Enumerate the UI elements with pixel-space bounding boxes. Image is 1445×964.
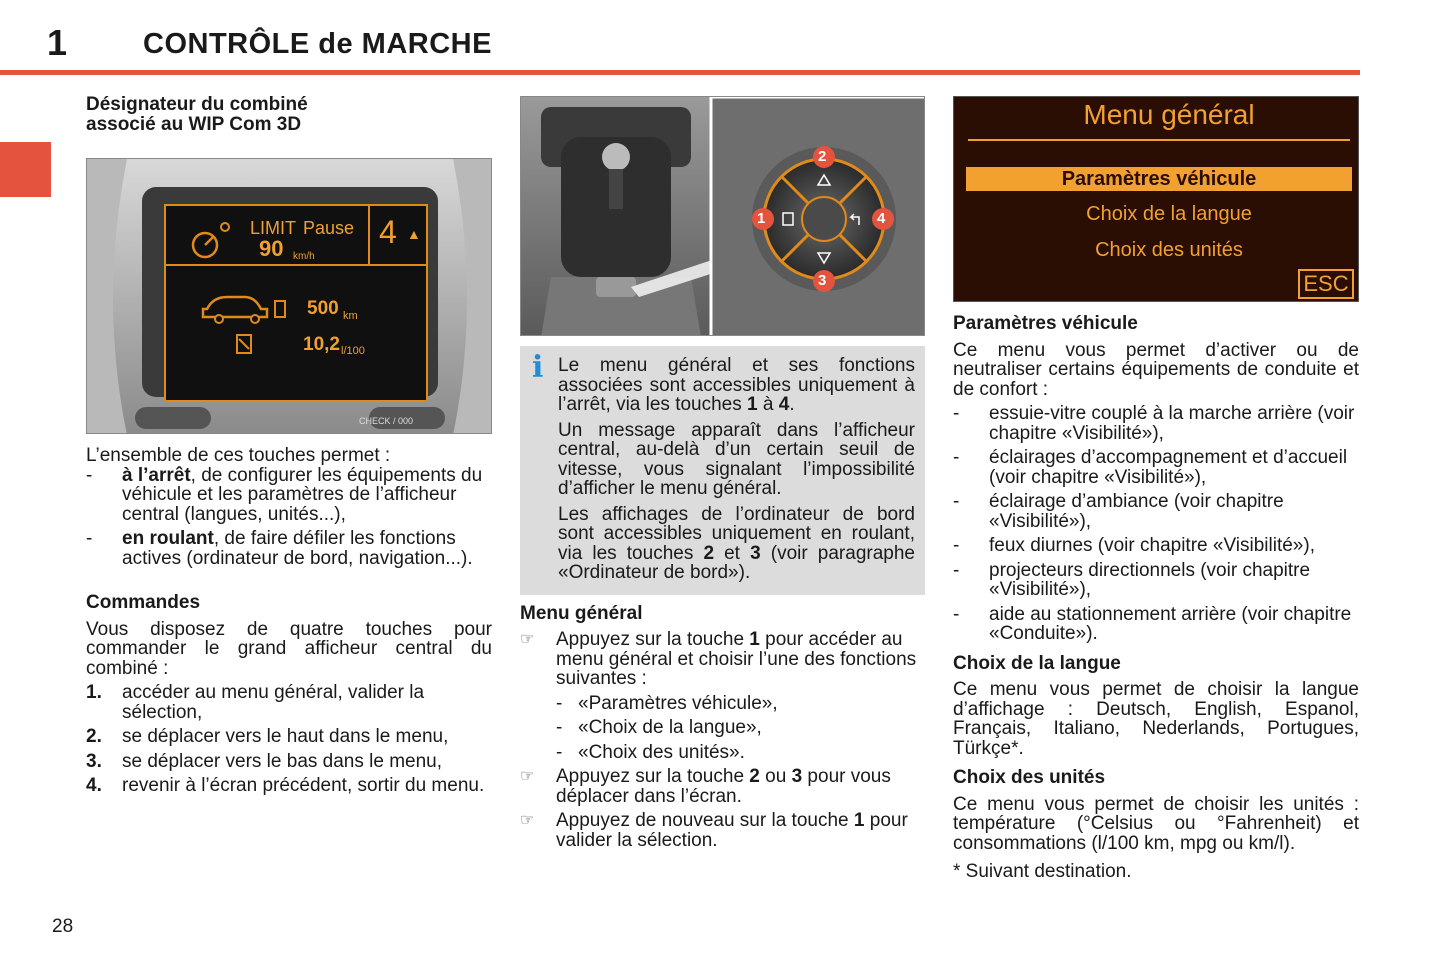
menu-general-title: Menu général (520, 602, 643, 624)
cluster-limit-label: LIMIT (250, 218, 297, 238)
screen-item: Choix de la langue (1086, 203, 1252, 225)
langue-text: Ce menu vous permet de choisir la langue d’affichage : Deutsch, English, Espanol, Français, Italiano, Nederlands, Portugues, Türkçe*. (953, 679, 1359, 759)
info-paragraph-1: Le menu général et ses fonctions associées sont accessibles uniquement à l’arrêt, via les touches 1 à 4. (558, 355, 915, 415)
cluster-range-value: 500 (307, 298, 339, 319)
column-left (86, 95, 492, 796)
screen-item-selected: Paramètres véhicule (966, 167, 1352, 191)
bullet-text: , de configurer les équipements du véhicule et les paramètres de l’afficheur central (langues, unités...), (122, 464, 483, 525)
menu-screen-figure (953, 96, 1359, 302)
section-title-line2: associé au WIP Com 3D (86, 113, 302, 135)
params-item: - projecteurs directionnels (voir chapitre «Visibilité»), (953, 559, 1311, 600)
params-title: Paramètres véhicule (953, 313, 1138, 334)
button-label-3: 3 (818, 272, 827, 289)
info-paragraph-2: Un message apparaît dans l’afficheur central, au-delà d’un certain seuil de vitesse, vous signalant l’impossibilité d’afficher le menu général. (558, 419, 915, 499)
cluster-check-label: CHECK / 000 (359, 416, 414, 426)
command-text: revenir à l’écran précédent, sortir du menu. (122, 775, 485, 796)
bullet-bold: à l’arrêt (122, 464, 191, 486)
info-box (520, 346, 925, 595)
bullet-text: , de faire défiler les fonctions actives (ordinateur de bord, navigation...). (122, 528, 473, 569)
cluster-consumption-value: 10,2 (303, 334, 340, 355)
command-item (86, 752, 492, 772)
command-number: 3. (86, 750, 102, 772)
page-number: 28 (52, 916, 74, 937)
option-item: - «Choix de la langue», (556, 717, 762, 738)
screen-title-rule (968, 139, 1350, 141)
console-illustration (521, 97, 925, 336)
command-text: accéder au menu général, valider la sélection, (122, 682, 425, 723)
command-item (86, 683, 492, 722)
section-title-line1: Désignateur du combiné (86, 94, 308, 115)
command-number: 2. (86, 726, 102, 747)
commandes-title: Commandes (86, 592, 201, 613)
list-item (86, 529, 492, 568)
step-item: ☞ Appuyez sur la touche 1 pour accéder au menu général et choisir l’une des fonctions suivantes : (520, 629, 917, 689)
params-item: - feux diurnes (voir chapitre «Visibilité»), (953, 535, 1315, 556)
chapter-number: 1 (47, 22, 68, 63)
list-item (86, 466, 492, 525)
intro-text: L’ensemble de ces touches permet : (86, 445, 391, 466)
params-item: - éclairages d’accompagnement et d’accueil (voir chapitre «Visibilité»), (953, 447, 1348, 488)
step-item: ☞ Appuyez sur la touche 2 ou 3 pour vous déplacer dans l’écran. (520, 766, 891, 807)
unites-title: Choix des unités (953, 767, 1106, 788)
command-text: se déplacer vers le bas dans le menu, (122, 750, 443, 772)
header-rule (0, 70, 1360, 75)
button-label-1: 1 (757, 210, 766, 227)
params-item: - aide au stationnement arrière (voir chapitre «Conduite»). (953, 603, 1352, 644)
screen-esc-label: ESC (1298, 269, 1354, 299)
cluster-speed-unit: km/h (293, 251, 315, 262)
column-middle (520, 96, 925, 850)
command-text: se déplacer vers le haut dans le menu, (122, 726, 449, 747)
params-intro: Ce menu vous permet d’activer ou de neutraliser certains équipements de conduite et de confort : (953, 339, 1359, 400)
cluster-figure (86, 158, 492, 434)
hand-pointer-icon: ☞ (520, 631, 535, 648)
console-figure (520, 96, 925, 336)
hand-pointer-icon: ☞ (520, 812, 535, 829)
cluster-pause-label: Pause (303, 218, 355, 238)
button-label-2: 2 (818, 148, 827, 165)
footnote: * Suivant destination. (953, 861, 1132, 882)
params-item: - éclairage d’ambiance (voir chapitre «Visibilité»), (953, 491, 1284, 532)
info-icon: i (532, 350, 544, 385)
option-item: - «Paramètres véhicule», (556, 692, 778, 714)
command-number: 4. (86, 775, 102, 796)
cluster-gear: 4 (379, 214, 397, 250)
params-item: - essuie-vitre couplé à la marche arrière (voir chapitre «Visibilité»), (953, 403, 1355, 444)
chapter-tab (0, 142, 51, 197)
unites-text: Ce menu vous permet de choisir les unités : température (°Celsius ou °Fahrenheit) et consommations (l/100 km, mpg ou km/l). (953, 793, 1359, 854)
list-marker: - (86, 528, 93, 549)
command-item (86, 727, 492, 747)
commandes-intro: Vous disposez de quatre touches pour commander le grand afficheur central du combiné : (86, 618, 492, 679)
cluster-consumption-unit: l/100 (341, 345, 365, 357)
screen-item: Choix des unités (1095, 239, 1243, 261)
list-marker: - (86, 464, 93, 486)
screen-title: Menu général (1083, 99, 1255, 130)
command-item (86, 776, 492, 796)
bullet-bold: en roulant (122, 528, 214, 549)
button-label-4: 4 (877, 210, 886, 227)
instrument-cluster-illustration (87, 159, 492, 434)
column-right (953, 96, 1359, 882)
step-item: ☞ Appuyez de nouveau sur la touche 1 pour valider la sélection. (520, 810, 908, 851)
langue-title: Choix de la langue (953, 652, 1121, 674)
cluster-speed-value: 90 (259, 236, 284, 261)
option-item: - «Choix des unités». (556, 741, 745, 763)
hand-pointer-icon: ☞ (520, 768, 535, 785)
cluster-gear-arrow-icon: ▲ (407, 226, 421, 242)
chapter-title: CONTRÔLE de MARCHE (143, 28, 492, 60)
info-paragraph-3: Les affichages de l’ordinateur de bord sont accessibles uniquement en roulant, via les touches 2 et 3 (voir paragraphe «Ordinateur de bord»). (558, 503, 915, 583)
cluster-range-unit: km (343, 310, 358, 322)
command-number: 1. (86, 682, 102, 703)
